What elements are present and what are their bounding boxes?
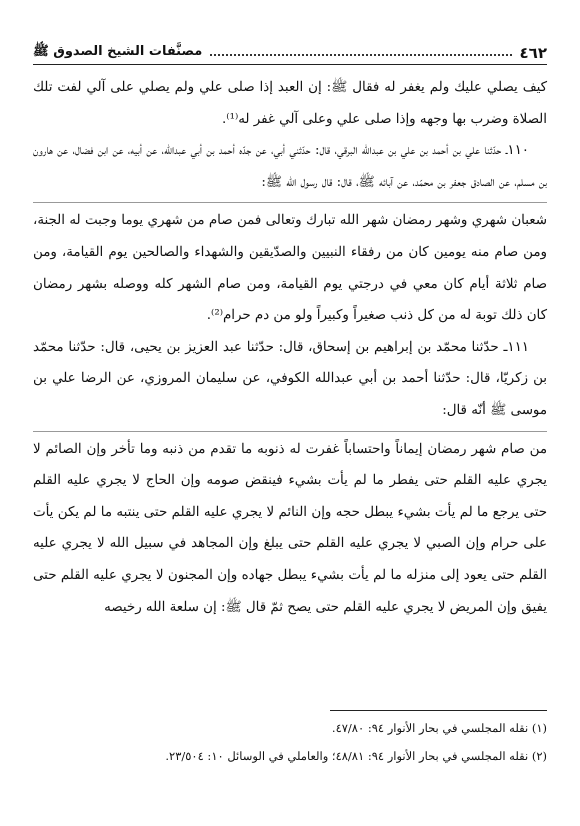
hadith-111-text: من صام شهر رمضان إيماناً واحتساباً غفرت له ذنوبه ما تقدم من ذنبه وما تأخر وإن الصائم لا يجري عليه القلم حتى يفطر ما لم يأت بشيء فينقض صومه وإن الحاج لا يجري عليه القلم حتى يرجع ما لم يأت بشيء يبطل حجه وإن النائم لا يجري عليه القلم حتى ينتبه ما لم يكن يأت على حرام وإن الصبي لا يجري عليه القلم حتى يبلغ وإن المجاهد في سبيل الله لا يجري عليه القلم حتى يعود إلى منزله ما لم يأت بشيء يبطل جهاده وإن المجنون لا يجري عليه القلم حتى يفيق وإن المريض لا يجري عليه القلم حتى يصح ثمّ قال ﷺ: إن سلعة الله رخيصه: [33, 431, 547, 624]
hadith-110-chain: ١١٠ـ حدّثنا علي بن أحمد بن علي بن عبدالله البرقي، قال: حدّثني أبي، عن جدّه أحمد بن أبي عبدالله، عن أبيه، عن ابن فضال، عن هارون بن مسلم، عن الصادق جعفر بن محمّد، عن آبائه ﷺ، قال: قال رسول الله ﷺ:: [33, 143, 547, 190]
hadith-110-text: شعبان شهري وشهر رمضان شهر الله تبارك وتعالى فمن صام من شهري يوما وجبت له الجنة، ومن صام منه يومين كان من رفقاء النبيين والصدّيقين والشهداء والصالحين يوم القيامة، ومن صام ثلاثة أيام كان معي في درجتي يوم القيامة، ومن صام الشهر كله ووصله بشهر رمضان كان ذلك توبة له من كل ذنب صغيراً وكبيراً ولو من دم حرام⁽²⁾.: [33, 202, 547, 331]
main-text: [33, 72, 547, 623]
header-leader-dots: [210, 54, 511, 56]
paragraph: كيف يصلي عليك ولم يغفر له فقال ﷺ: إن العبد إذا صلى علي ولم يصلي على آلي لفت تلك الصلاة وضرب بها وجهه وإذا صلى علي وعلى آلي غفر له⁽¹⁾.: [33, 80, 547, 127]
footnote: (٢) نقله المجلسي في بحار الأنوار ٩٤: ٤٨/٨١؛ والعاملي في الوسائل ١٠: ٢٣/٥٠٤.: [165, 749, 547, 763]
running-header: [33, 38, 547, 62]
footnote-rule: [330, 710, 547, 711]
book-title: مصنَّفات الشيخ الصدوق ﷺ: [33, 44, 203, 59]
page-number: ٤٦٢: [519, 44, 547, 62]
header-rule: [33, 64, 547, 65]
footnotes: [33, 714, 547, 770]
footnote: (١) نقله المجلسي في بحار الأنوار ٩٤: ٤٧/٨٠.: [331, 721, 547, 735]
hadith-111-chain: ١١١ـ حدّثنا محمّد بن إبراهيم بن إسحاق، قال: حدّثنا عبد العزيز بن يحيى، قال: حدّثنا محمّد بن زكريّا، قال: حدّثنا أحمد بن أبي عبدالله الكوفي، عن سليمان المروزي، عن الرضا علي بن موسى ﷺ أنّه قال:: [33, 339, 547, 418]
